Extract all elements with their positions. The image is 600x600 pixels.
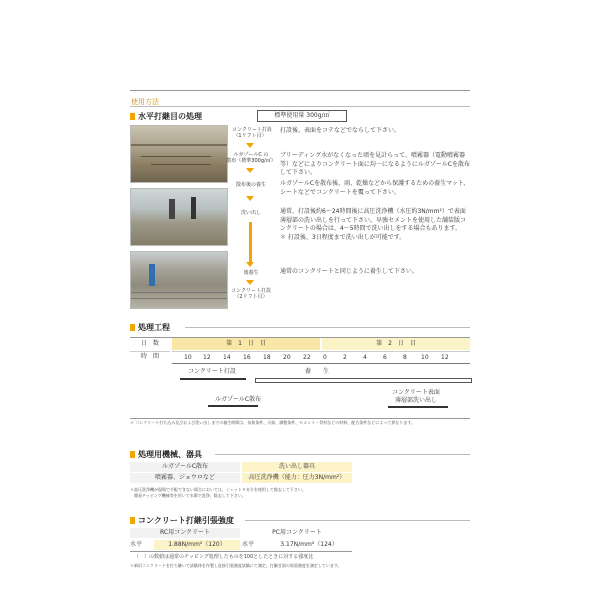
tick-label: 6 — [383, 354, 387, 361]
step-2-label: ルガゾールC の 散布（標準300g/㎡） — [226, 152, 276, 164]
bar-wash-label: コンクリート表面 薄層部洗い出し — [392, 389, 440, 404]
tick-label: 8 — [403, 354, 407, 361]
strength-note-2: ＊新旧コンクリートを打ち継いで試験体を作製し直接引張強度試験にて測定。打継ぎ面の界面強度を測定しています。 — [130, 563, 342, 568]
row-day-label: 日 数 — [140, 340, 159, 347]
strength-rule — [245, 520, 470, 521]
day1-cell: 第 1 日 目 — [172, 338, 320, 350]
strength-heading — [130, 515, 234, 526]
tick-label: 10 — [184, 354, 192, 361]
arrow-down-icon — [246, 143, 254, 148]
process-heading — [130, 322, 170, 333]
horizontal-heading — [130, 111, 202, 122]
tick-label: 16 — [243, 354, 251, 361]
strength-rc-label: 水平 — [130, 541, 143, 548]
tick-label: 14 — [223, 354, 231, 361]
equip-value-2: 高圧洗浄機（能力：圧力3N/mm²） — [242, 473, 352, 483]
horizontal-heading-text: 水平打継目の処理 — [138, 112, 202, 121]
photo-washing — [130, 251, 228, 309]
strength-pc-label: 水平 — [242, 541, 255, 548]
process-heading-text: 処理工程 — [138, 323, 170, 332]
equipment-rule — [215, 454, 470, 455]
section-rule — [130, 106, 470, 107]
strength-table-rule — [130, 551, 352, 552]
step-3-desc: ルガゾールCを散布後、雨、乾燥などから保護するための養生マット、シートなどでコンクリートを覆って下さい。 — [280, 180, 470, 196]
equipment-heading-text: 処理用機械、器具 — [138, 450, 202, 459]
heading-marker — [130, 324, 135, 331]
tick-label: 22 — [303, 354, 311, 361]
top-rule — [130, 90, 470, 91]
step-1-desc: 打設後、表面をコテなどでならして下さい。 — [280, 127, 401, 134]
step-4-label: 洗い出し — [240, 210, 261, 216]
step-4-desc: 通常、打設後約6〜24時間後に高圧洗浄機（水圧約3N/mm²）で表面薄層部の洗い出しを行って下さい。早強セメントを使用した舗装版コンクリートの場合は、4〜5時間で洗い出しをする場合もあります。 ＊ 打設後、3日程度まで洗い出しが可能です。 — [280, 208, 467, 241]
bar-spray-label: ルガゾールC散布 — [215, 396, 262, 403]
tick-label: 20 — [283, 354, 291, 361]
time-axis — [172, 351, 470, 368]
step-6-label: コンクリート打設 （2リフト目） — [231, 288, 271, 300]
arrow-down-icon — [246, 280, 254, 285]
equip-value-1: 噴霧器、ジョウロなど — [130, 473, 240, 483]
strength-rc-value: 1.88N/mm²（120） — [154, 540, 240, 550]
strength-heading-text: コンクリート打継引張強度 — [138, 516, 234, 525]
strength-pc-value: 3.17N/mm²（124） — [280, 541, 338, 548]
process-rule — [185, 327, 470, 328]
equip-header-1: ルガゾールC散布 — [130, 462, 240, 472]
flow-line — [249, 222, 252, 262]
bar-cure — [255, 378, 472, 383]
bar-pour — [180, 378, 246, 380]
equipment-note: ＊高圧洗浄機が現場で手配できない場合においては、ジェットタガネを使用して除去して下さい。 簡易チッピング機械等を用いて水場で洗浄、除去して下さい。 — [130, 487, 306, 498]
photo-spraying — [130, 188, 228, 246]
step-1-label: コンクリート打設 （1リフト目） — [232, 127, 272, 139]
arrow-down-icon — [246, 262, 254, 267]
tick-label: 12 — [203, 354, 211, 361]
tick-label: 4 — [363, 354, 367, 361]
equip-header-2: 洗い出し器具 — [242, 462, 352, 472]
tick-label: 18 — [263, 354, 271, 361]
bar-wash — [388, 406, 448, 408]
step-5-desc: 通常のコンクリートと同じように養生して下さい。 — [280, 268, 418, 275]
equipment-heading — [130, 449, 202, 460]
day2-cell: 第 2 日 目 — [322, 338, 470, 350]
section-label: 使用方法 — [131, 98, 159, 106]
process-chart — [130, 337, 470, 419]
strength-note-1: （ ）の数値は通常のチッピング処理したものを100としたときに対する強度比 — [134, 554, 314, 560]
usage-box: 標準使用量 300g/㎡ — [257, 110, 347, 122]
process-note: ＊ コンクリート打ち込み及びおよび洗い出しまでの養生時間は、気象条件、天候、調整条件、セメント・骨材などの材料、配合条件などによって異なります。 — [130, 420, 415, 425]
arrow-down-icon — [246, 196, 254, 201]
bar-cure-label: 養 生 — [305, 368, 330, 375]
heading-marker — [130, 451, 135, 458]
tick-label: 10 — [421, 354, 429, 361]
step-2-desc: ブリーディング水がなくなった頃を見計らって、噴霧器（電動噴霧器等）などによりコンクリート面に均一になるようにルガゾールCを散布して下さい。 — [280, 152, 470, 176]
step-3-label: 散布後の養生 — [235, 182, 266, 188]
strength-header-pc: PC用コンクリート — [272, 529, 322, 536]
tick-label: 12 — [441, 354, 449, 361]
row-time-label: 時 間 — [130, 351, 170, 362]
strength-header-rc: RC用コンクリート — [130, 528, 240, 538]
step-5-label: 後養生 — [243, 270, 259, 276]
arrow-down-icon — [246, 168, 254, 173]
bar-spray — [208, 405, 258, 407]
heading-marker — [130, 113, 135, 120]
photo-pouring — [130, 125, 228, 183]
heading-marker — [130, 517, 135, 524]
tick-label: 0 — [323, 354, 327, 361]
tick-label: 2 — [343, 354, 347, 361]
bar-pour-label: コンクリート打設 — [188, 368, 236, 375]
